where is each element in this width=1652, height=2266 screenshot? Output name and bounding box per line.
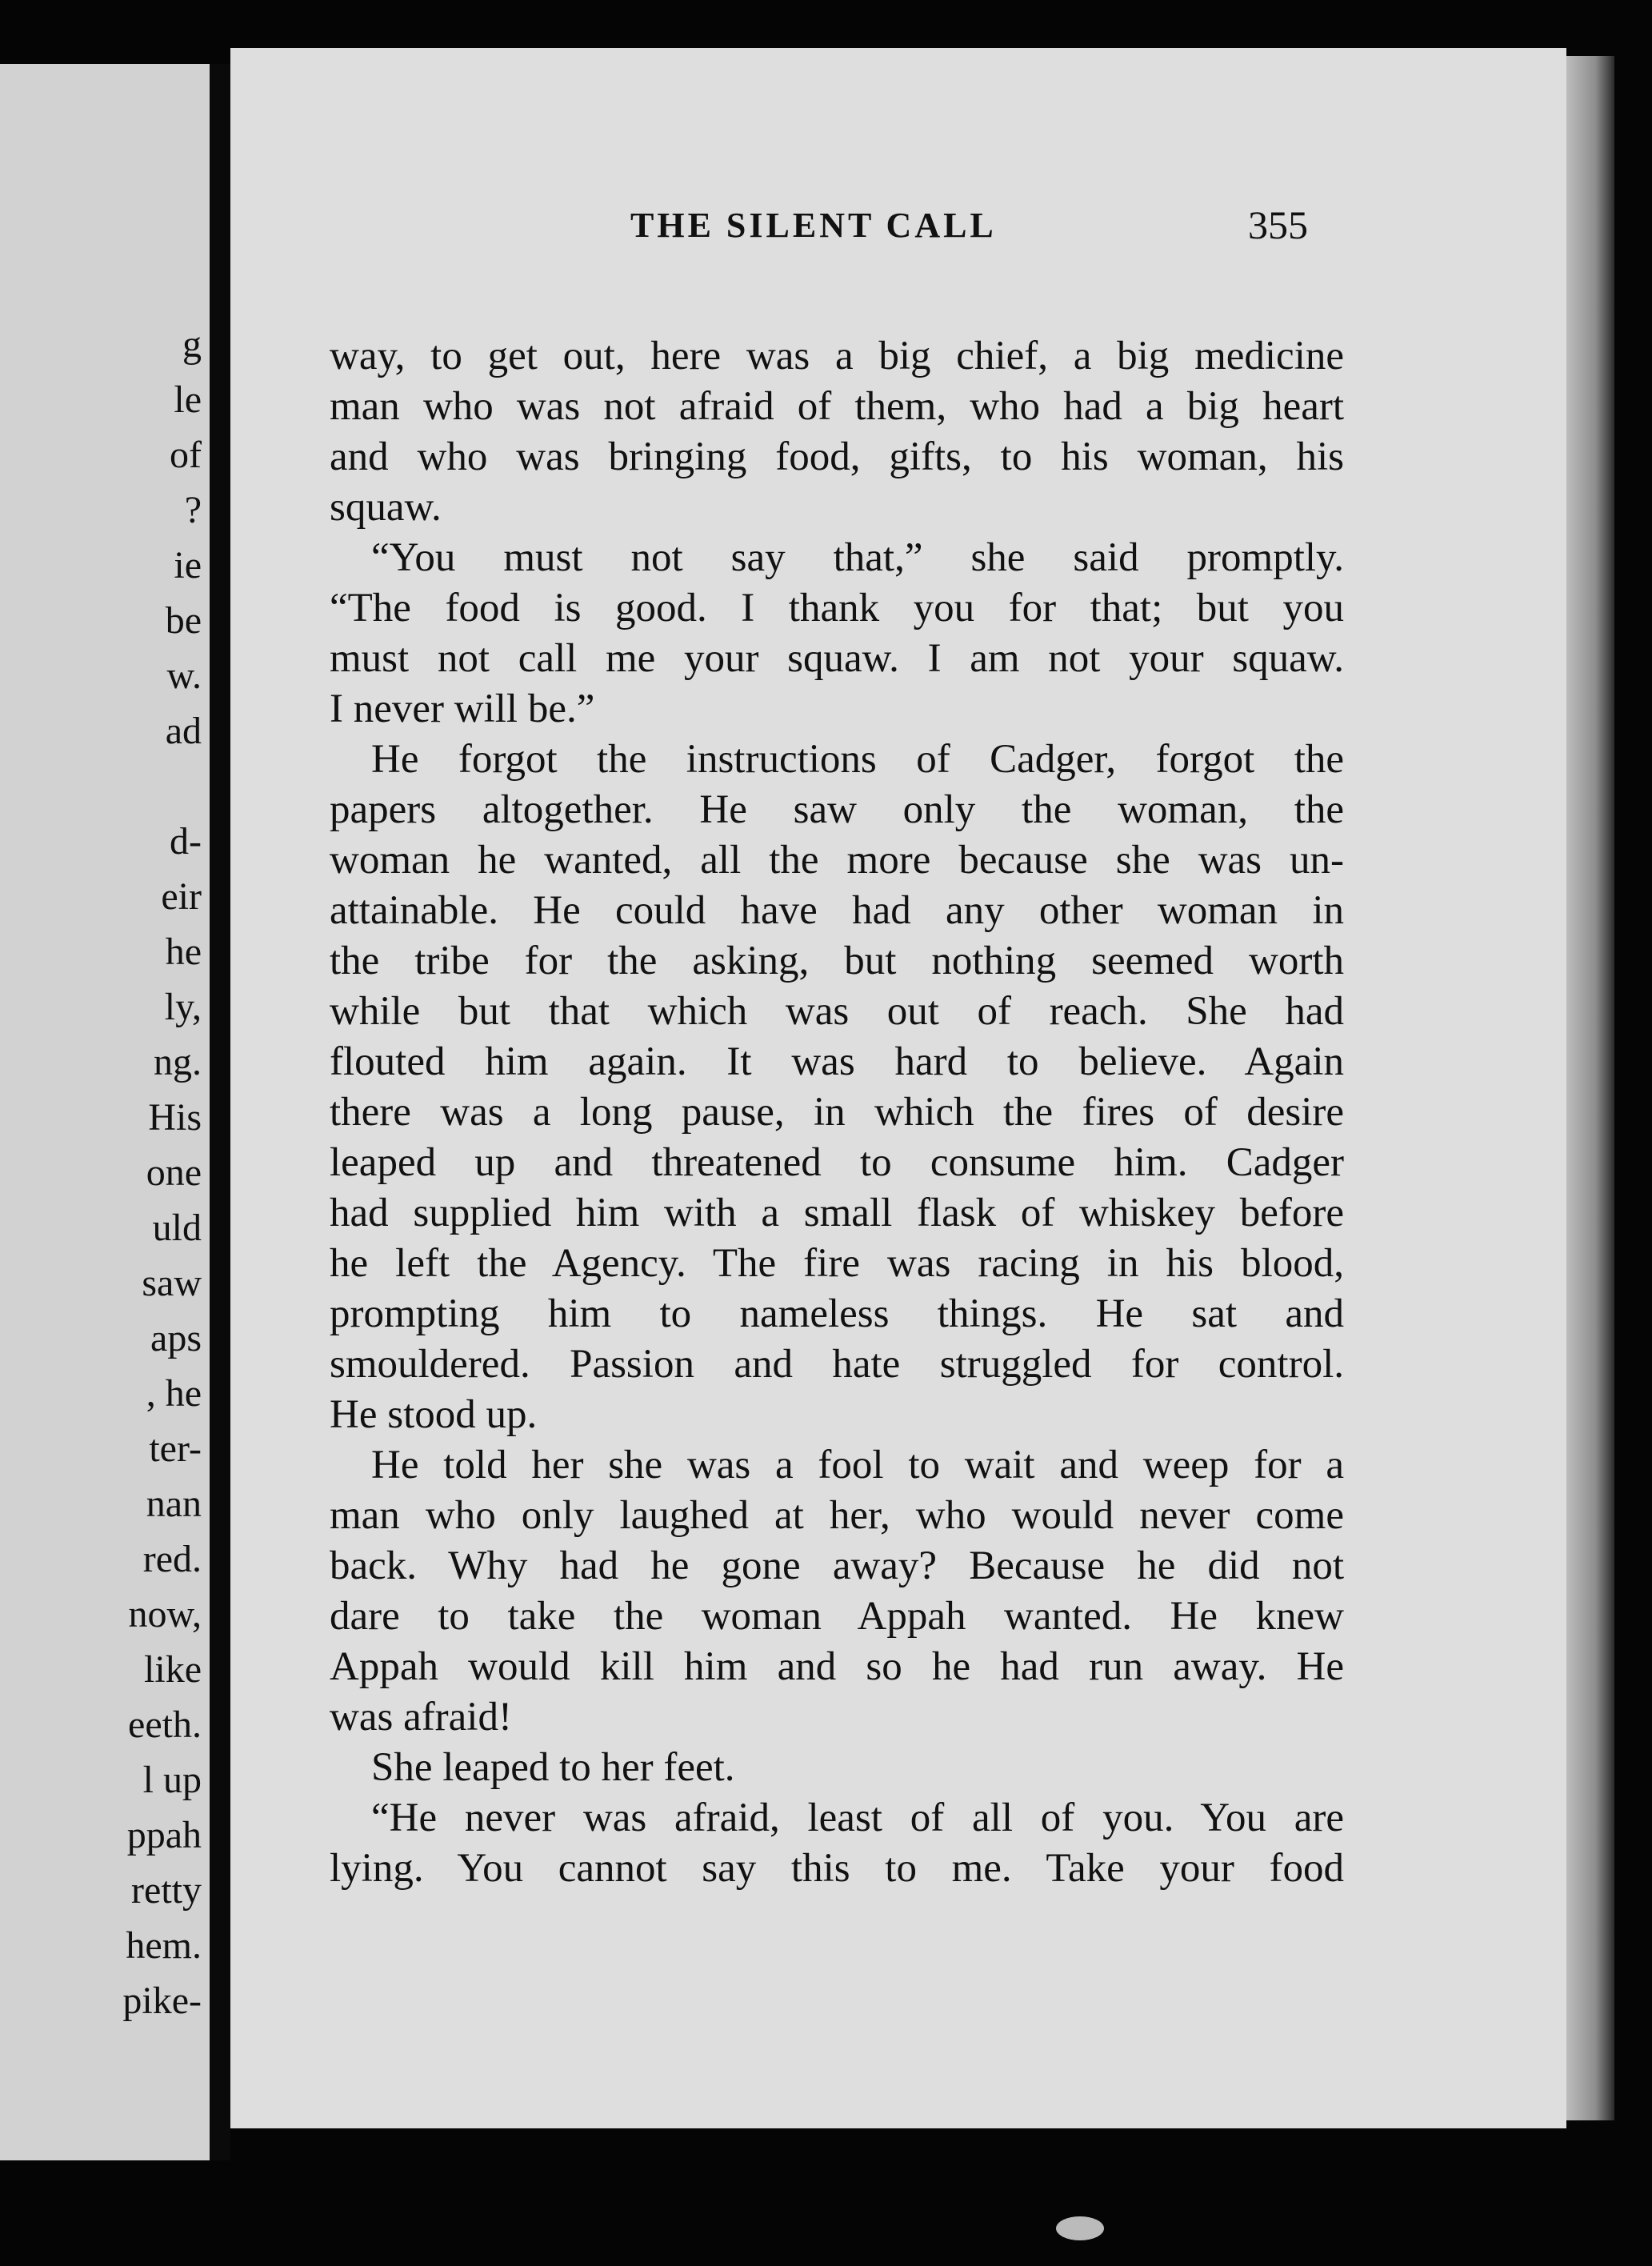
text-line: the tribe for the asking, but nothing seemed worth <box>330 939 1344 983</box>
facing-page-fragment: like <box>144 1648 202 1691</box>
facing-page-fragment: one <box>146 1151 202 1194</box>
text-line: He forgot the instructions of Cadger, forgot the <box>371 737 1344 782</box>
facing-page-fragment: red. <box>142 1538 202 1580</box>
facing-page-fragment: His <box>148 1096 202 1139</box>
facing-page-fragment: ng. <box>154 1041 202 1083</box>
facing-page-fragment: ad <box>165 710 202 752</box>
text-line: He told her she was a fool to wait and weep for a <box>371 1443 1344 1487</box>
facing-page-fragment: eeth. <box>128 1704 202 1746</box>
text-line: Appah would kill him and so he had run away. He <box>330 1644 1344 1689</box>
text-line: smouldered. Passion and hate struggled for control. <box>330 1342 1344 1387</box>
text-line: while but that which was out of reach. She had <box>330 989 1344 1034</box>
text-line: he left the Agency. The fire was racing in his blood, <box>330 1241 1344 1286</box>
facing-page-fragment: w. <box>166 655 202 697</box>
text-line: She leaped to her feet. <box>371 1745 735 1790</box>
text-line: “You must not say that,” she said promptly. <box>371 535 1344 580</box>
text-line: and who was bringing food, gifts, to his woman, his <box>330 434 1344 479</box>
facing-page-fragment: ie <box>174 544 202 587</box>
facing-page-fragment: he <box>165 931 202 973</box>
text-line: was afraid! <box>330 1695 512 1740</box>
text-line: papers altogether. He saw only the woman, the <box>330 787 1344 832</box>
text-line: way, to get out, here was a big chief, a big medicine <box>330 334 1344 378</box>
facing-page-fragment: l up <box>142 1759 202 1801</box>
text-line: man who was not afraid of them, who had a big heart <box>330 384 1344 429</box>
facing-page <box>0 64 210 2160</box>
text-line: back. Why had he gone away? Because he did not <box>330 1543 1344 1588</box>
scan-smudge <box>1056 2216 1104 2240</box>
text-line: dare to take the woman Appah wanted. He knew <box>330 1594 1344 1639</box>
facing-page-fragment: d- <box>170 820 202 863</box>
book-gutter <box>210 64 230 2160</box>
facing-page-fragment: , he <box>146 1372 202 1415</box>
text-line: attainable. He could have had any other woman in <box>330 888 1344 933</box>
text-line: squaw. <box>330 485 442 530</box>
facing-page-fragment: g <box>182 323 202 366</box>
running-head <box>230 202 1566 261</box>
text-line: had supplied him with a small flask of whiskey before <box>330 1191 1344 1235</box>
text-line: “He never was afraid, least of all of you. You are <box>371 1796 1344 1840</box>
text-line: prompting him to nameless things. He sat and <box>330 1291 1344 1336</box>
text-line: flouted him again. It was hard to believe. Again <box>330 1039 1344 1084</box>
facing-page-fragment: hem. <box>126 1924 202 1967</box>
facing-page-fragment: ? <box>184 489 202 531</box>
text-line: man who only laughed at her, who would never come <box>330 1493 1344 1538</box>
page <box>230 48 1566 2128</box>
running-title: THE SILENT CALL <box>630 206 997 245</box>
facing-page-fragment: ter- <box>149 1427 202 1470</box>
facing-page-fragment: of <box>170 434 202 476</box>
facing-page-fragment: pike- <box>122 1980 202 2022</box>
text-line: leaped up and threatened to consume him. Cadger <box>330 1140 1344 1185</box>
text-line: there was a long pause, in which the fires of desire <box>330 1090 1344 1135</box>
text-line: woman he wanted, all the more because she was un- <box>330 838 1344 883</box>
text-line: lying. You cannot say this to me. Take your food <box>330 1846 1344 1891</box>
facing-page-fragment: nan <box>146 1483 202 1525</box>
facing-page-fragment: eir <box>161 875 202 918</box>
text-line: I never will be.” <box>330 687 595 731</box>
body-text <box>330 331 1344 1894</box>
facing-page-fragment: aps <box>150 1317 202 1359</box>
page-edge <box>1566 56 1614 2120</box>
text-line: must not call me your squaw. I am not your squaw. <box>330 636 1344 681</box>
facing-page-fragment: le <box>174 378 202 421</box>
text-line: He stood up. <box>330 1392 538 1437</box>
facing-page-fragment: saw <box>142 1262 202 1304</box>
page-number: 355 <box>1248 202 1308 247</box>
facing-page-fragment: be <box>165 599 202 642</box>
facing-page-fragment: uld <box>152 1207 202 1249</box>
facing-page-fragment: ly, <box>164 986 202 1028</box>
facing-page-fragment: now, <box>128 1593 202 1635</box>
facing-page-fragment: ppah <box>126 1814 202 1856</box>
facing-page-fragment: retty <box>131 1869 202 1912</box>
text-line: “The food is good. I thank you for that; but you <box>330 586 1344 631</box>
